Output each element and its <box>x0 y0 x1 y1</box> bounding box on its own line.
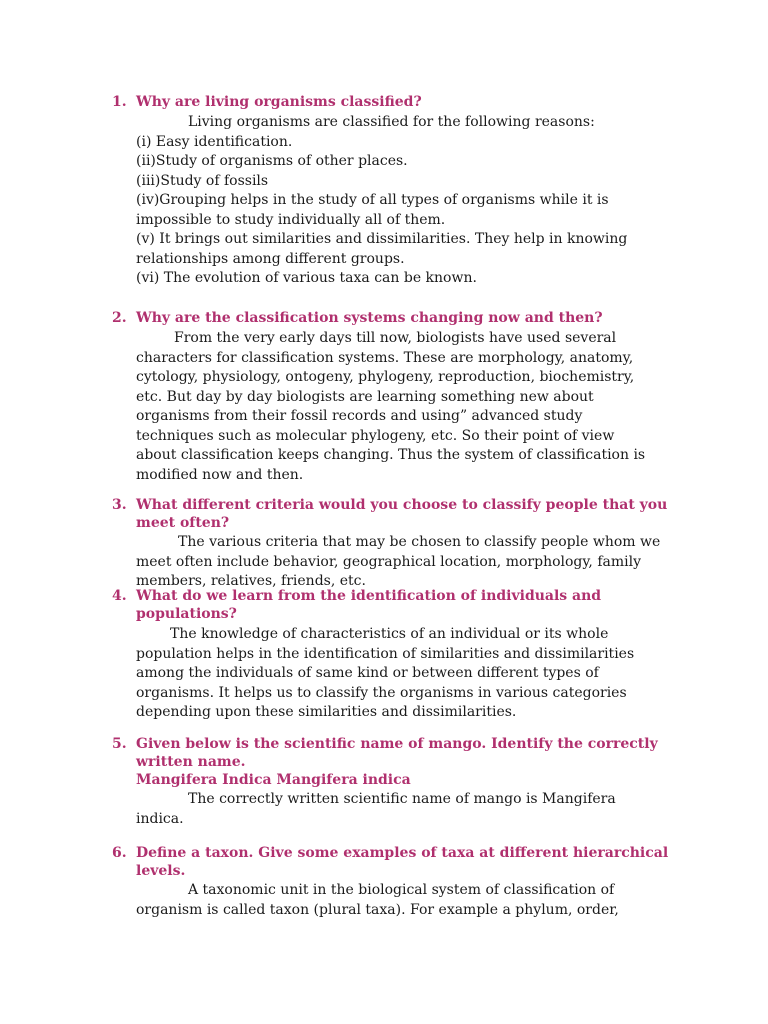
question-number: 2. <box>112 310 127 326</box>
question-text <box>136 309 696 327</box>
answer-line: (ii)Study of organisms of other places. <box>136 153 408 169</box>
question-number: 1. <box>112 94 127 110</box>
answer-line: organisms from their fossil records and using” advanced study <box>136 408 583 424</box>
answer-line: among the individuals of same kind or between different types of <box>136 665 599 681</box>
question-text <box>136 735 696 789</box>
answer-text <box>136 625 696 723</box>
answer-text <box>136 790 696 829</box>
question-block-5 <box>0 735 768 829</box>
question-text <box>136 93 696 111</box>
answer-line: The various criteria that may be chosen to classify people whom we <box>178 534 661 550</box>
question-line: Mangifera Indica Mangifera indica <box>136 772 411 788</box>
answer-text <box>136 533 696 592</box>
question-number: 6. <box>112 845 127 861</box>
answer-line: indica. <box>136 810 184 827</box>
answer-line: meet often include behavior, geographical location, morphology, family <box>136 553 641 570</box>
answer-text <box>136 881 696 920</box>
answer-line: etc. But day by day biologists are learning something new about <box>136 388 594 405</box>
question-line: What different criteria would you choose to classify people that you <box>136 497 668 513</box>
question-line: Why are the classification systems changing now and then? <box>136 310 603 326</box>
answer-line: techniques such as molecular phylogeny, etc. So their point of view <box>136 427 615 444</box>
question-line: meet often? <box>136 515 230 531</box>
question-block-4 <box>0 587 768 723</box>
answer-line: modified now and then. <box>136 466 304 483</box>
question-block-3 <box>0 496 768 592</box>
answer-line: population helps in the identification of similarities and dissimilarities <box>136 645 635 662</box>
answer-line: From the very early days till now, biologists have used several <box>174 330 617 346</box>
question-line: levels. <box>136 863 186 879</box>
question-text <box>136 844 696 880</box>
question-number: 5. <box>112 736 127 752</box>
answer-line: (i) Easy identification. <box>136 133 293 150</box>
answer-line: impossible to study individually all of them. <box>136 211 446 228</box>
answer-text <box>136 329 696 485</box>
answer-line: The correctly written scientific name of mango is Mangifera <box>188 791 616 807</box>
answer-line: organism is called taxon (plural taxa). For example a phylum, order, <box>136 901 619 918</box>
answer-line: about classification keeps changing. Thus the system of classification is <box>136 447 646 463</box>
answer-line: organisms. It helps us to classify the organisms in various categories <box>136 684 627 701</box>
answer-line: (v) It brings out similarities and dissimilarities. They help in knowing <box>136 231 628 247</box>
answer-line: A taxonomic unit in the biological system of classification of <box>188 882 615 898</box>
answer-line: depending upon these similarities and dissimilarities. <box>136 704 517 720</box>
question-text <box>136 587 696 623</box>
answer-line: Living organisms are classified for the following reasons: <box>188 114 595 130</box>
question-line: Given below is the scientific name of mango. Identify the correctly <box>136 736 658 752</box>
question-number: 4. <box>112 588 127 604</box>
question-block-2 <box>0 309 768 485</box>
question-text <box>136 496 696 532</box>
answer-line: (iv)Grouping helps in the study of all types of organisms while it is <box>136 192 609 208</box>
question-number: 3. <box>112 497 127 513</box>
answer-line: cytology, physiology, ontogeny, phylogeny, reproduction, biochemistry, <box>136 369 635 385</box>
answer-line: members, relatives, friends, etc. <box>136 573 366 589</box>
answer-line: (vi) The evolution of various taxa can be known. <box>136 270 477 286</box>
question-line: Why are living organisms classified? <box>136 94 422 110</box>
question-line: written name. <box>136 754 246 770</box>
question-block-1 <box>0 93 768 289</box>
answer-line: relationships among different groups. <box>136 250 405 267</box>
answer-line: (iii)Study of fossils <box>136 172 269 189</box>
question-line: Define a taxon. Give some examples of taxa at different hierarchical <box>136 845 669 861</box>
question-block-6 <box>0 844 768 920</box>
question-line: populations? <box>136 606 237 622</box>
answer-line: characters for classification systems. These are morphology, anatomy, <box>136 349 634 366</box>
answer-text <box>136 113 696 289</box>
question-line: What do we learn from the identification of individuals and <box>136 588 602 604</box>
answer-line: The knowledge of characteristics of an individual or its whole <box>170 626 609 642</box>
